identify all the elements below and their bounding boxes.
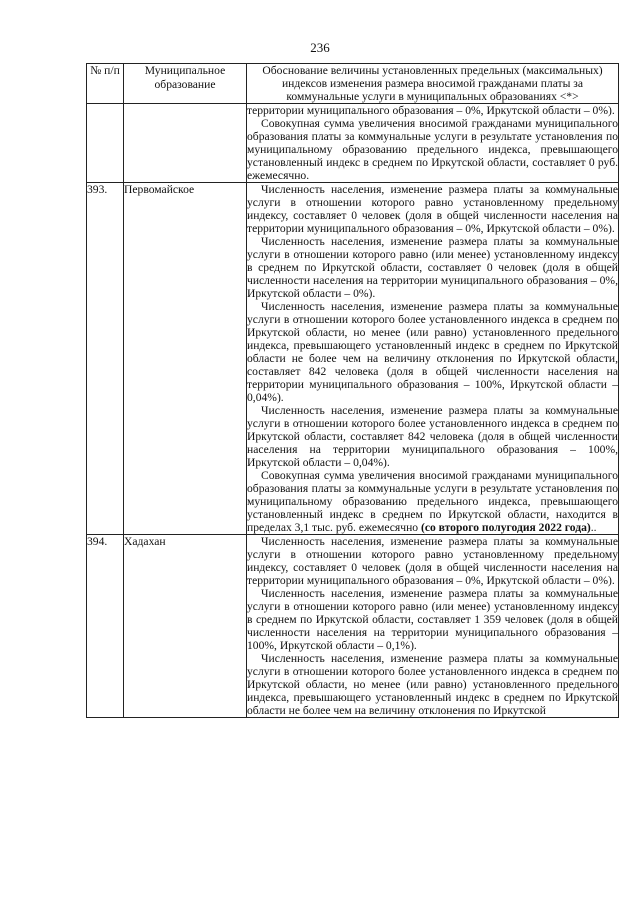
header-basis: Обоснование величины установленных предельных (максимальных) индексов изменения размера вносимой гражданами платы за коммунальные услуги в муниципальных образованиях <*> (247, 64, 619, 104)
total-period-bold: (со второго полугодия 2022 года) (420, 521, 591, 534)
total-text: Совокупная сумма увеличения вносимой гражданами муниципального образования платы за коммунальные услуги в результате установления по муниципальному образованию предельного индекса, превышающего установленный индекс в среднем по Иркутской области, находится в пределах 3,1 тыс. руб. ежемесячно (247, 469, 618, 534)
table-row-393 (87, 183, 619, 535)
header-number: № п/п (87, 64, 124, 104)
total-end: .. (590, 521, 597, 534)
basis-paragraph: Численность населения, изменение размера платы за коммунальные услуги в отношении которого равно установленному предельному индексу, составляет 0 человек (доля в общей численности населения на территории муниципального образования – 0%, Иркутской области – 0%). (247, 183, 618, 235)
row-municipality: Первомайское (124, 183, 247, 535)
basis-paragraph: Численность населения, изменение размера платы за коммунальные услуги в отношении которого более установленного индекса в среднем по Иркутской области, но менее (или равно) установленного предельного индекса, превышающего установленный индекс в среднем по Иркутской области не более чем на величину отклонения по Иркутской области, составляет 842 человека (доля в общей численности населения на территории муниципального образования – 100%, Иркутской области – 0,04%). (247, 300, 618, 404)
row-basis-text (247, 183, 619, 535)
row-municipality (124, 104, 247, 183)
page-number: 236 (310, 40, 330, 55)
header-municipality: Муниципальное образование (124, 64, 247, 104)
table-row-394 (87, 535, 619, 718)
basis-paragraph: Численность населения, изменение размера платы за коммунальные услуги в отношении которого более установленного индекса в среднем по Иркутской области, составляет 842 человека (доля в общей численности населения на территории муниципального образования – 100%, Иркутской области – 0,04%). (247, 404, 618, 469)
row-basis-text (247, 535, 619, 718)
index-justification-table (86, 63, 619, 718)
row-number: 393. (87, 183, 124, 535)
row-number: 394. (87, 535, 124, 718)
basis-paragraph: Численность населения, изменение размера платы за коммунальные услуги в отношении которого равно (или менее) установленному индексу в среднем по Иркутской области, составляет 1 359 человек (доля в общей численности населения на территории муниципального образования – 100%, Иркутской области – 0,1%). (247, 587, 618, 652)
row-number (87, 104, 124, 183)
row-municipality: Хадахан (124, 535, 247, 718)
basis-paragraph-total (247, 469, 618, 534)
table-row-continued (87, 104, 619, 183)
table-header-row (87, 64, 619, 104)
basis-paragraph: Численность населения, изменение размера платы за коммунальные услуги в отношении которого равно (или менее) установленному индексу в среднем по Иркутской области, составляет 0 человек (доля в общей численности населения на территории муниципального образования – 0%, Иркутской области – 0%). (247, 235, 618, 300)
basis-paragraph: Совокупная сумма увеличения вносимой гражданами муниципального образования платы за коммунальные услуги в результате установления по муниципальному образованию предельного индекса, превышающего установленный индекс в среднем по Иркутской области, составляет 0 руб. ежемесячно. (247, 117, 618, 182)
basis-paragraph: Численность населения, изменение размера платы за коммунальные услуги в отношении которого более установленного индекса в среднем по Иркутской области, но менее (или равно) установленного предельного индекса, превышающего установленный индекс в среднем по Иркутской области не более чем на величину отклонения по Иркутской (247, 652, 618, 717)
row-basis-text (247, 104, 619, 183)
basis-paragraph: территории муниципального образования – 0%, Иркутской области – 0%). (247, 104, 615, 117)
basis-paragraph: Численность населения, изменение размера платы за коммунальные услуги в отношении которого равно установленному предельному индексу, составляет 0 человек (доля в общей численности населения на территории муниципального образования – 0%, Иркутской области – 0%). (247, 535, 618, 587)
